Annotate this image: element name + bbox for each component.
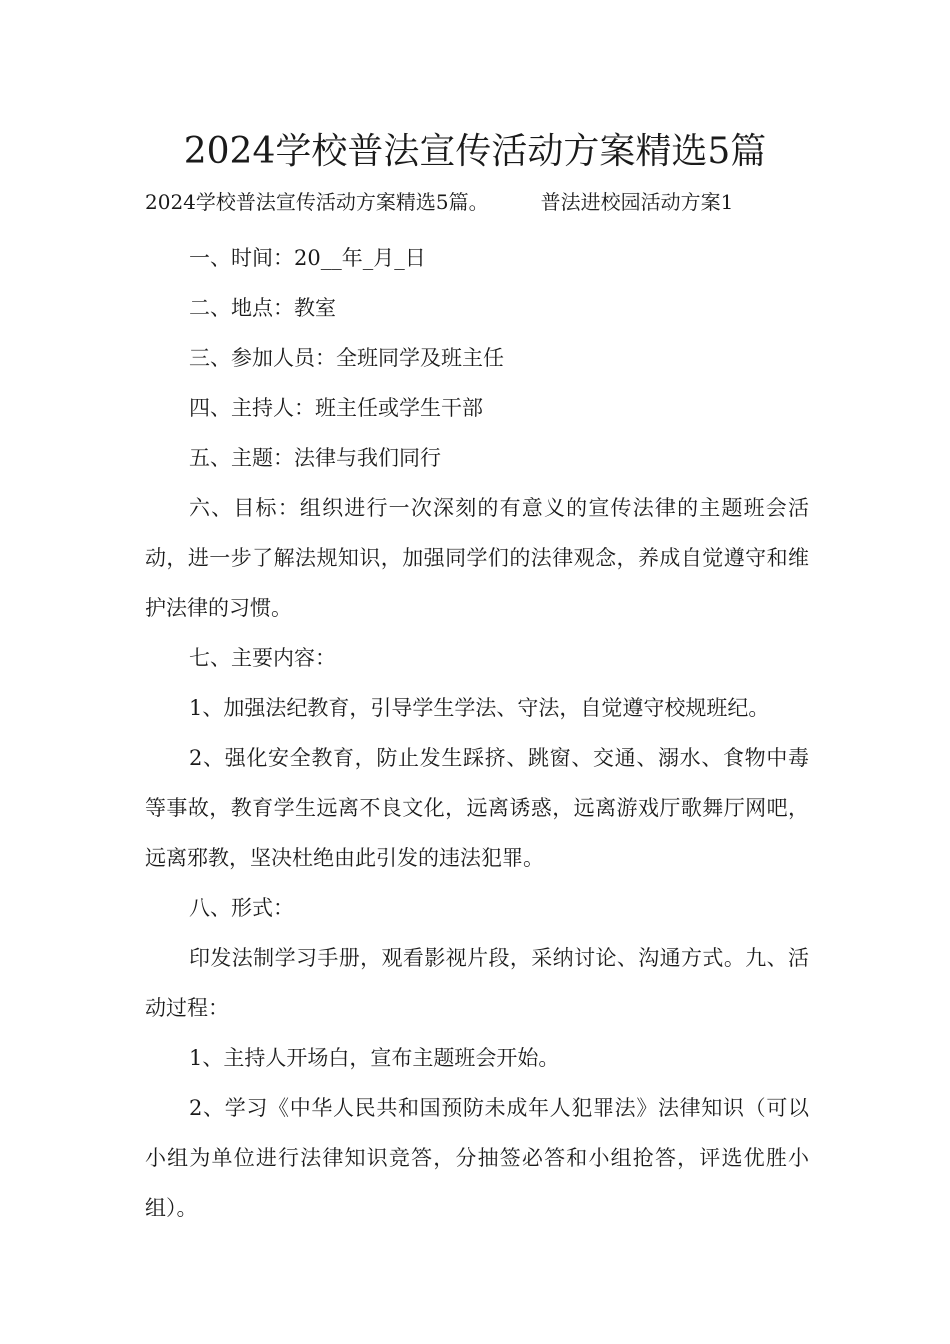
paragraph-location: 二、地点：教室	[189, 296, 336, 320]
paragraph-theme: 五、主题：法律与我们同行	[189, 446, 441, 470]
paragraph-content-item-1: 1、加强法纪教育，引导学生学法、守法，自觉遵守校规班纪。	[189, 696, 770, 720]
paragraph-content-item-2: 2、强化安全教育，防止发生踩挤、跳窗、交通、溺水、食物中毒等事故，教育学生远离不良文化，远离诱惑，远离游戏厅歌舞厅网吧，远离邪教，坚决杜绝由此引发的违法犯罪。	[145, 746, 809, 870]
paragraph-goal: 六、目标：组织进行一次深刻的有意义的宣传法律的主题班会活动，进一步了解法规知识，加强同学们的法律观念，养成自觉遵守和维护法律的习惯。	[145, 496, 809, 620]
intro-line	[145, 187, 733, 217]
intro-right: 普法进校园活动方案1	[540, 190, 734, 214]
document-title: 2024学校普法宣传活动方案精选5篇	[183, 131, 767, 172]
paragraph-host: 四、主持人：班主任或学生干部	[189, 396, 483, 420]
paragraph-format-heading: 八、形式：	[189, 896, 294, 920]
paragraph-main-content-heading: 七、主要内容：	[189, 646, 336, 670]
intro-left: 2024学校普法宣传活动方案精选5篇。	[145, 190, 489, 214]
paragraph-participants: 三、参加人员：全班同学及班主任	[189, 346, 504, 370]
paragraph-format: 印发法制学习手册，观看影视片段，采纳讨论、沟通方式。九、活动过程：	[145, 946, 809, 1020]
paragraph-time: 一、时间：20__年_月_日	[189, 246, 426, 270]
document-body	[145, 233, 809, 1233]
paragraph-process-item-2: 2、学习《中华人民共和国预防未成年人犯罪法》法律知识（可以小组为单位进行法律知识竞答，分抽签必答和小组抢答，评选优胜小组）。	[145, 1096, 809, 1220]
paragraph-process-item-1: 1、主持人开场白，宣布主题班会开始。	[189, 1046, 560, 1070]
